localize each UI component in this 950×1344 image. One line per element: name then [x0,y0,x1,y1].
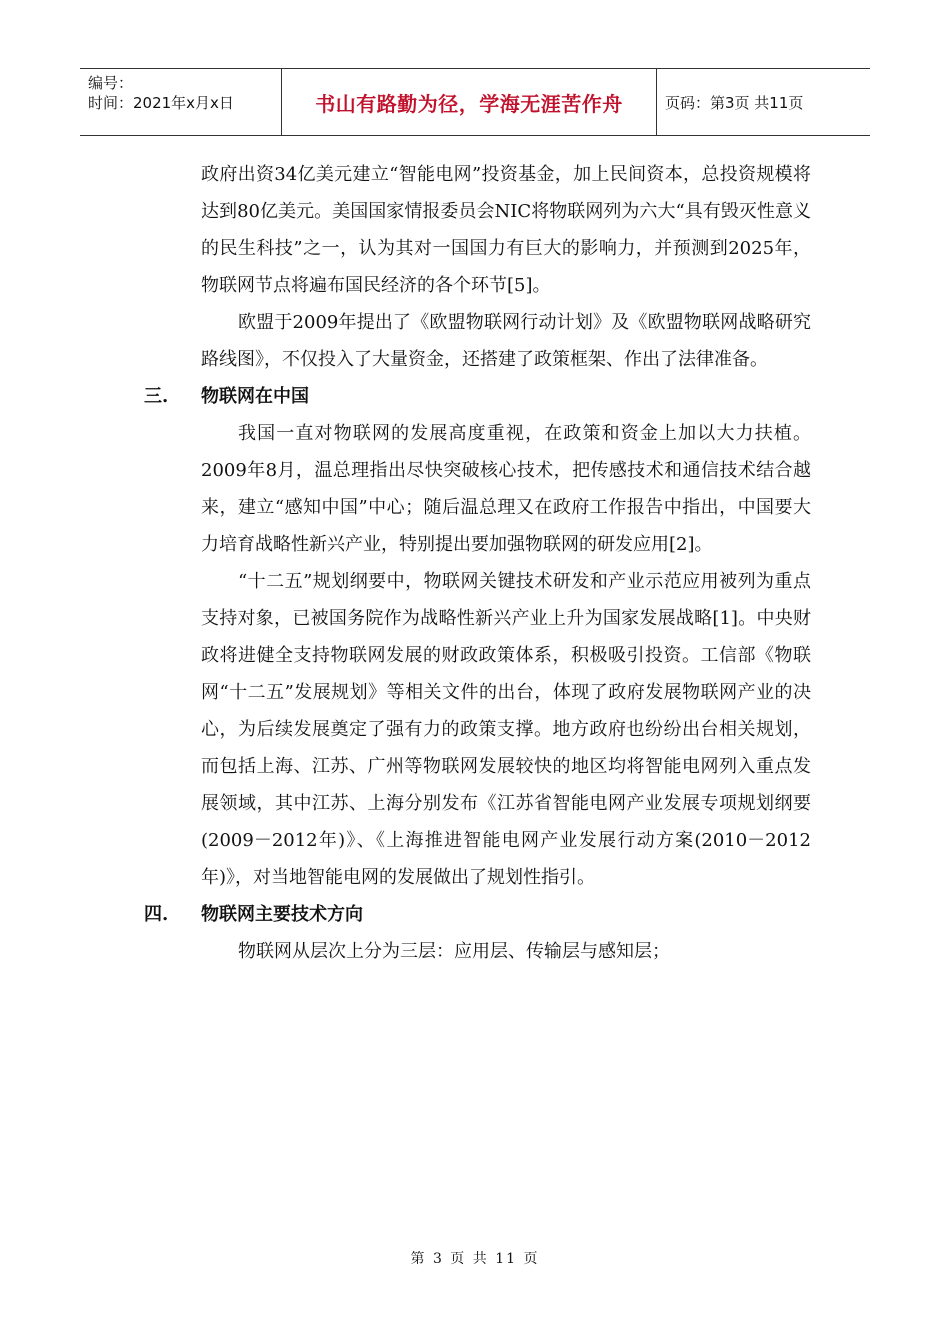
paragraph: 欧盟于2009年提出了《欧盟物联网行动计划》及《欧盟物联网战略研究路线图》，不仅投入了大量资金，还搭建了政策框架、作出了法律准备。 [201,312,811,370]
header-motto: 书山有路勤为径，学海无涯苦作舟 [282,69,657,135]
section-title: 物联网主要技术方向 [201,904,363,925]
header-meta [80,69,282,135]
header-page-info: 页码：第3页 共11页 [665,93,804,112]
date-line: 时间：2021年x月x日 [88,94,234,112]
paragraph: 我国一直对物联网的发展高度重视，在政策和资金上加以大力扶植。2009年8月，温总理指出尽快突破核心技术，把传感技术和通信技术结合越来，建立“感知中国”中心；随后温总理又在政府工作报告中指出，中国要大力培育战略性新兴产业，特别提出要加强物联网的研发应用[2]。 [201,423,811,555]
section-title: 物联网在中国 [201,386,309,407]
section-number: 四. [144,904,169,925]
section-heading [144,896,811,933]
paragraph: “十二五”规划纲要中，物联网关键技术研发和产业示范应用被列为重点支持对象，已被国务院作为战略性新兴产业上升为国家发展战略[1]。中央财政将进健全支持物联网发展的财政政策体系，积极吸引投资。工信部《物联网“十二五”发展规划》等相关文件的出台，体现了政府发展物联网产业的决心，为后续发展奠定了强有力的政策支撑。地方政府也纷纷出台相关规划，而包括上海、江苏、广州等物联网发展较快的地区均将智能电网列入重点发展领域，其中江苏、上海分别发布《江苏省智能电网产业发展专项规划纲要(2009－2012年)》、《上海推进智能电网产业发展行动方案(2010－2012年)》，对当地智能电网的发展做出了规划性指引。 [201,571,811,888]
paragraph: 政府出资34亿美元建立“智能电网”投资基金，加上民间资本，总投资规模将达到80亿美元。美国国家情报委员会NIC将物联网列为六大“具有毁灭性意义的民生科技”之一，认为其对一国国力有巨大的影响力，并预测到2025年，物联网节点将遍布国民经济的各个环节[5]。 [201,164,811,296]
document-body [144,156,811,970]
section-number: 三. [144,386,169,407]
document-header [80,68,870,136]
section-heading [144,378,811,415]
number-label: 编号： [88,74,134,92]
paragraph: 物联网从层次上分为三层：应用层、传输层与感知层； [238,941,670,962]
page-footer: 第 3 页 共 11 页 [410,1251,540,1267]
